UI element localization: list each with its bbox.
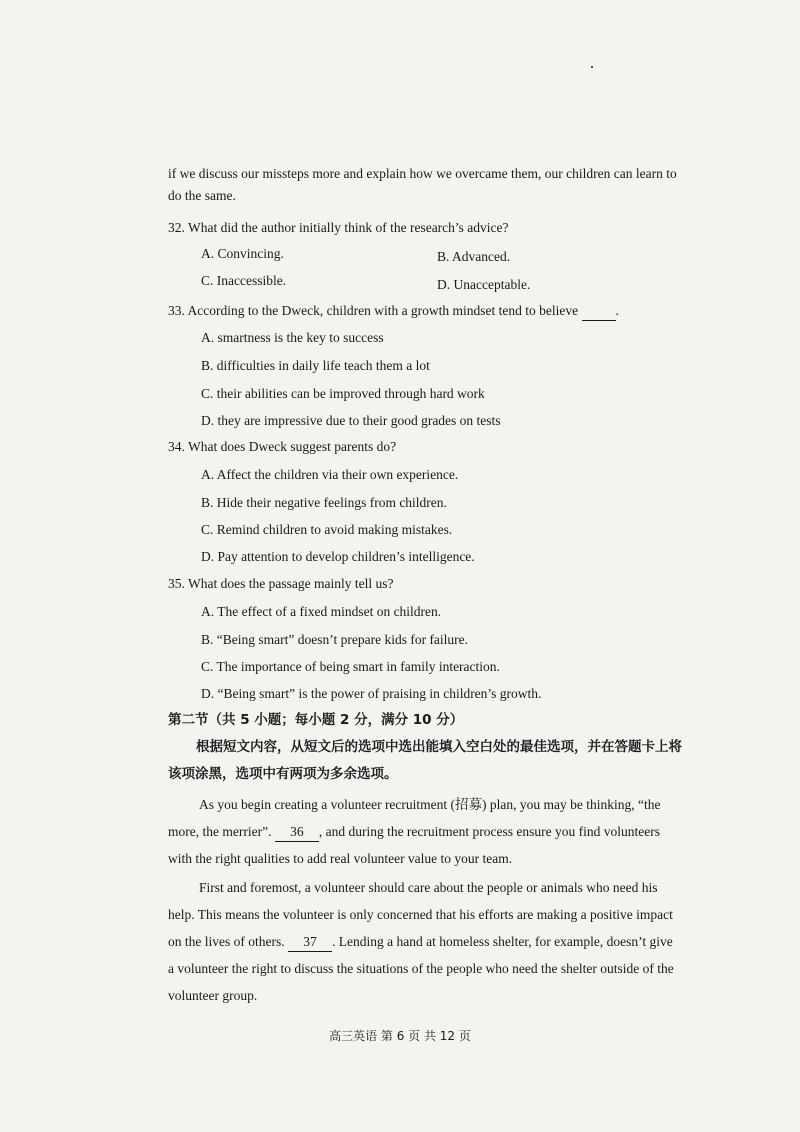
question-32-option-c: C. Inaccessible. [201, 273, 287, 288]
section-2-instruction-line-2: 该项涂黑，选项中有两项为多余选项。 [168, 766, 398, 782]
question-34-option-c: C. Remind children to avoid making mistakes. [201, 522, 453, 537]
question-32-option-a: A. Convincing. [201, 246, 284, 261]
page-footer: 高三英语 第 6 页 共 12 页 [329, 1029, 471, 1043]
blank-36: 36 [275, 823, 319, 842]
question-33-option-d: D. they are impressive due to their good grades on tests [201, 413, 501, 428]
question-32-stem: 32. What did the author initially think of the research’s advice? [168, 220, 509, 235]
question-35-option-d: D. “Being smart” is the power of praising in children’s growth. [201, 686, 542, 701]
passage-p1-line-1: As you begin creating a volunteer recruitment (招募) plan, you may be thinking, “the [199, 797, 661, 812]
passage-p1-line-3: with the right qualities to add real volunteer value to your team. [168, 851, 513, 866]
passage-p1-line-2-end: , and during the recruitment process ensure you find volunteers [318, 824, 660, 839]
question-34-option-b: B. Hide their negative feelings from children. [201, 495, 447, 510]
question-35-option-b: B. “Being smart” doesn’t prepare kids for failure. [201, 632, 469, 647]
passage-p1-line-2-start: more, the merrier”. [168, 824, 272, 839]
question-33-stem-text: 33. According to the Dweck, children with a growth mindset tend to believe [168, 303, 579, 318]
section-2-heading: 第二节（共 5 小题；每小题 2 分，满分 10 分） [168, 712, 464, 728]
question-33-option-b: B. difficulties in daily life teach them a lot [201, 358, 430, 373]
intro-line-1: if we discuss our missteps more and explain how we overcame them, our children can learn to [168, 166, 677, 181]
passage-p2-line-3-end: . Lending a hand at homeless shelter, for example, doesn’t give [331, 934, 673, 949]
passage-p2-line-5: volunteer group. [168, 988, 258, 1003]
passage-p2-line-4: a volunteer the right to discuss the situations of the people who need the shelter outside of the [168, 961, 674, 976]
question-35-option-a: A. The effect of a fixed mindset on children. [201, 604, 442, 619]
question-34-option-a: A. Affect the children via their own experience. [201, 467, 459, 482]
question-34-stem: 34. What does Dweck suggest parents do? [168, 439, 397, 454]
question-34-option-d: D. Pay attention to develop children’s intelligence. [201, 549, 475, 564]
question-33-stem: 33. According to the Dweck, children with a growth mindset tend to believe . [168, 302, 619, 321]
question-33-blank [582, 302, 616, 321]
question-35-option-c: C. The importance of being smart in family interaction. [201, 659, 500, 674]
passage-p2-line-3 [168, 933, 673, 952]
scan-speck [591, 66, 593, 68]
question-33-option-c: C. their abilities can be improved through hard work [201, 386, 485, 401]
question-35-stem: 35. What does the passage mainly tell us? [168, 576, 394, 591]
question-32-option-b: B. Advanced. [437, 249, 511, 264]
passage-p2-line-2: help. This means the volunteer is only concerned that his efforts are making a positive impact [168, 907, 673, 922]
question-33-option-a: A. smartness is the key to success [201, 330, 384, 345]
section-2-instruction-line-1: 根据短文内容，从短文后的选项中选出能填入空白处的最佳选项，并在答题卡上将 [196, 739, 682, 755]
passage-p2-line-1: First and foremost, a volunteer should care about the people or animals who need his [199, 880, 658, 895]
passage-p2-line-3-start: on the lives of others. [168, 934, 285, 949]
intro-line-2: do the same. [168, 188, 236, 203]
blank-37: 37 [288, 933, 332, 952]
question-32-option-d: D. Unacceptable. [437, 277, 531, 292]
passage-p1-line-2 [168, 823, 660, 842]
